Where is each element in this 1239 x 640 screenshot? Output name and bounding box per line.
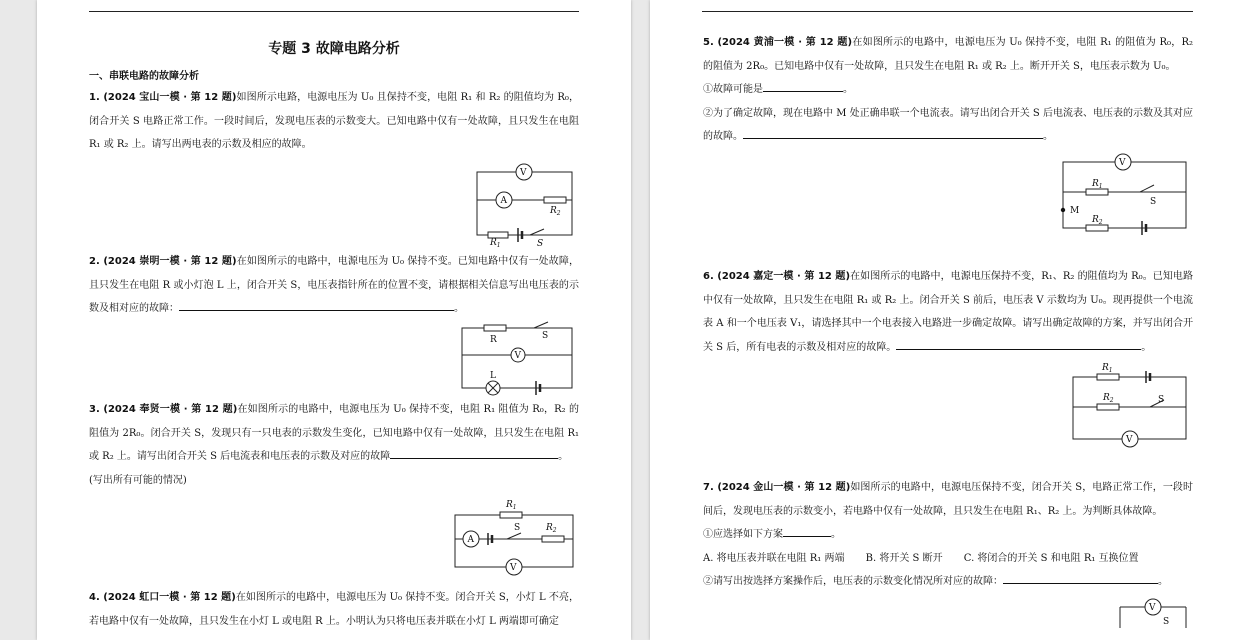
voltmeter-label: V <box>1119 158 1126 168</box>
switch-label: S <box>1163 617 1170 627</box>
answer-blank[interactable] <box>1003 571 1158 584</box>
switch-label: S <box>542 331 549 341</box>
question-5-text: 在如图所示的电路中，电源电压为 U₀ 保持不变，电阻 R₁ 的阻值为 R₀，R₂ 的阻值为 2R₀。已知电路中仅有一处故障，且只发生在电阻 R₁ 或 R₂ 上。断开开关 S，电压表示数为 U₀。 <box>703 37 1193 72</box>
question-2-source: 2. (2024 崇明一模 · 第 12 题) <box>89 256 237 267</box>
question-5-part-2: ②为了确定故障，现在电路中 M 处正确串联一个电流表。请写出闭合开关 S 后电流表、电压表的示数及其对应的故障。 <box>703 107 1193 142</box>
voltmeter-label: V <box>514 351 521 361</box>
circuit-diagram-1 <box>474 160 584 249</box>
question-6: 6. (2024 嘉定一模 · 第 12 题)在如图所示的电路中，电源电压保持不变，R₁、R₂ 的阻值均为 R₀。已知电路中仅有一处故障，且只发生在电阻 R₁ 或 R₂ 上。闭合开关 S 前后，电压表 V 示数均为 U₀。现再提供一个电流表 A 和一个电压表 V₁，请选择其中一个电表接入电路进一步确定故障。请写出确定故障的方案，并写出闭合开关 S 后，所有电表的示数及相对应的故障。 。 <box>703 271 1193 353</box>
resistor-r2-label: $R_2$ <box>1103 393 1114 404</box>
question-7-part-2: ②请写出按选择方案操作后，电压表的示数变化情况所对应的故障： <box>703 576 1003 587</box>
ammeter-label: A <box>500 196 507 206</box>
resistor-r1-label: $R_1$ <box>490 238 501 249</box>
question-1-source: 1. (2024 宝山一模 · 第 12 题) <box>89 92 237 103</box>
question-5-part-1: ①故障可能是 <box>703 84 763 95</box>
resistor-r1-label: $R_1$ <box>1102 363 1113 374</box>
voltmeter-label: V <box>1126 435 1133 445</box>
switch-label: S <box>1150 197 1157 207</box>
answer-blank[interactable] <box>179 298 454 311</box>
question-7-source: 7. (2024 金山一模 · 第 12 题) <box>703 482 851 493</box>
ammeter-label: A <box>467 535 474 545</box>
circuit-diagram-5 <box>1058 150 1190 240</box>
option-a: A. 将电压表并联在电阻 R₁ 两端 <box>703 552 845 564</box>
question-4-source: 4. (2024 虹口一模 · 第 12 题) <box>89 592 236 603</box>
answer-blank[interactable] <box>390 446 558 459</box>
resistor-r1-label: $R_1$ <box>1092 179 1103 190</box>
question-1 <box>89 86 579 157</box>
question-4 <box>89 586 579 633</box>
answer-blank[interactable] <box>783 524 831 537</box>
resistor-r-label: R <box>490 335 497 345</box>
question-5: 5. (2024 黄浦一模 · 第 12 题)在如图所示的电路中，电源电压为 U₀ 保持不变，电阻 R₁ 的阻值为 R₀，R₂ 的阻值为 2R₀。已知电路中仅有一处故障，且只发生在电阻 R₁ 或 R₂ 上。断开开关 S，电压表示数为 U₀。 ①故障可能是 。 ②为了确定故障，现在电路中 M 处正确串联一个电流表。请写出闭合开关 S 后电流表、电压表的示数及其对应的故障。 。 <box>703 37 1193 142</box>
circuit-diagram-2 <box>460 322 575 394</box>
question-6-text: 在如图所示的电路中，电源电压保持不变，R₁、R₂ 的阻值均为 R₀。已知电路中仅有一处故障，且只发生在电阻 R₁ 或 R₂ 上。闭合开关 S 前后，电压表 V 示数均为 U₀。现再提供一个电流表 A 和一个电压表 V₁，请选择其中一个电表接入电路进一步确定故障。请写出确定故障的方案，并写出闭合开关 S 后，所有电表的示数及相对应的故障。 <box>703 271 1193 353</box>
question-2: 2. (2024 崇明一模 · 第 12 题)在如图所示的电路中，电源电压为 U₀ 保持不变。已知电路中仅有一处故障，且只发生在电阻 R 或小灯泡 L 上，闭合开关 S，电压表指针所在的位置不变，请根据相关信息写出电压表的示数及相对应的故障： 。 <box>89 256 579 314</box>
question-4-text: 在如图所示的电路中，电源电压为 U₀ 保持不变。闭合开关 S，小灯 L 不亮，若电路中仅有一处故障，且只发生在小灯 L 或电阻 R 上。小明认为只将电压表并联在小灯 L 两端即可确定 <box>89 592 579 627</box>
answer-blank[interactable] <box>896 337 1141 350</box>
question-3-note: (写出所有可能的情况) <box>89 474 187 486</box>
circuit-diagram-6 <box>1070 362 1190 448</box>
answer-blank[interactable] <box>743 126 1043 139</box>
resistor-r2-label: $R_2$ <box>1092 215 1103 226</box>
voltmeter-label: V <box>510 563 517 573</box>
question-3: 3. (2024 奉贤一模 · 第 12 题)在如图所示的电路中，电源电压为 U₀ 保持不变，电阻 R₁ 阻值为 R₀，R₂ 的阻值为 2R₀。闭合开关 S，发现只有一只电表的示数发生变化，已知电路中仅有一处故障，且只发生在电阻 R₁ 或 R₂ 上。请写出闭合开关 S 后电流表和电压表的示数及对应的故障 。 (写出所有可能的情况) <box>89 404 580 486</box>
point-m-label: M <box>1070 206 1080 216</box>
question-3-text: 在如图所示的电路中，电源电压为 U₀ 保持不变，电阻 R₁ 阻值为 R₀，R₂ 的阻值为 2R₀。闭合开关 S，发现只有一只电表的示数发生变化，已知电路中仅有一处故障，且只发生在电阻 R₁ 或 R₂ 上。请写出闭合开关 S 后电流表和电压表的示数及对应的故障 <box>89 404 580 462</box>
question-7-text: 如图所示的电路中，电源电压保持不变，闭合开关 S，电路正常工作，一段时间后，发现电压表的示数变小，若电路中仅有一处故障，且只发生在电阻 R₁、R₂ 上。为判断具体故障。 <box>703 482 1193 517</box>
resistor-r1-label: $R_1$ <box>506 500 517 511</box>
question-2-text: 在如图所示的电路中，电源电压为 U₀ 保持不变。已知电路中仅有一处故障，且只发生在电阻 R 或小灯泡 L 上，闭合开关 S，电压表指针所在的位置不变，请根据相关信息写出电压表的示数及相对应的故障： <box>89 256 579 314</box>
switch-label: S <box>537 239 544 249</box>
right-page <box>650 0 1239 640</box>
answer-blank[interactable] <box>763 79 843 92</box>
option-b: B. 将开关 S 断开 <box>865 552 943 564</box>
question-7-part-1: ①应选择如下方案 <box>703 529 783 540</box>
question-1-text: 如图所示电路，电源电压为 U₀ 且保持不变，电阻 R₁ 和 R₂ 的阻值均为 R₀，闭合开关 S 电路正常工作。一段时间后，发现电压表的示数变大。已知电路中仅有一处故障，且只发生在电阻 R₁ 或 R₂ 上。请写出两电表的示数及相应的故障。 <box>89 92 579 150</box>
lamp-label: L <box>490 371 496 381</box>
question-6-source: 6. (2024 嘉定一模 · 第 12 题) <box>703 271 851 282</box>
question-3-source: 3. (2024 奉贤一模 · 第 12 题) <box>89 404 238 415</box>
voltmeter-label: V <box>1149 603 1156 613</box>
switch-label: S <box>514 523 521 533</box>
left-page <box>37 0 631 640</box>
header-rule <box>702 11 1193 12</box>
switch-label: S <box>1158 395 1165 405</box>
question-5-source: 5. (2024 黄浦一模 · 第 12 题) <box>703 37 853 48</box>
voltmeter-label: V <box>520 168 527 178</box>
resistor-r2-label: $R_2$ <box>550 206 561 217</box>
section-heading: 一、串联电路的故障分析 <box>89 71 199 82</box>
circuit-diagram-3 <box>452 498 577 578</box>
option-c: C. 将闭合的开关 S 和电阻 R₁ 互换位置 <box>963 552 1139 564</box>
resistor-r2-label: $R_2$ <box>546 523 557 534</box>
page-title: 专题 3 故障电路分析 <box>268 41 400 57</box>
question-7: 7. (2024 金山一模 · 第 12 题)如图所示的电路中，电源电压保持不变，闭合开关 S，电路正常工作，一段时间后，发现电压表的示数变小，若电路中仅有一处故障，且只发生在电阻 R₁、R₂ 上。为判断具体故障。 ①应选择如下方案 。 A. 将电压表并联在电阻 R₁ 两端 B. 将开关 S 断开 C. 将闭合的开关 S 和电阻 R₁ 互换位置 ②请写出按选择方案操作后，电压表的示数变化情况所对应的故障： 。 <box>703 482 1193 587</box>
header-rule <box>89 11 579 12</box>
